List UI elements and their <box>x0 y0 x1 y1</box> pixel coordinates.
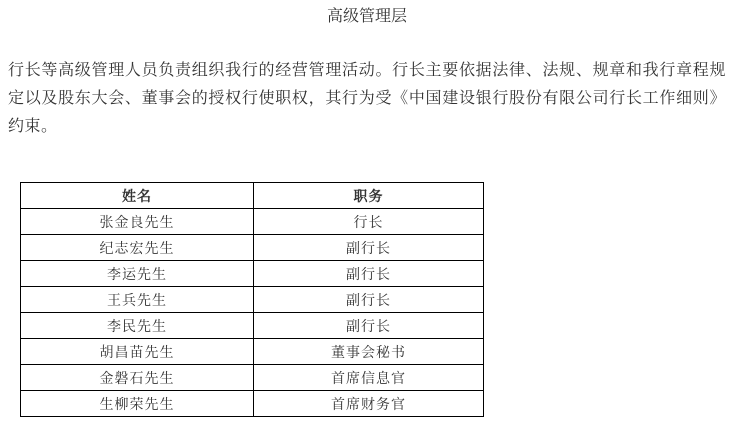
name-cell: 王兵先生 <box>21 287 254 313</box>
title-cell: 行长 <box>254 209 484 235</box>
intro-paragraph: 行长等高级管理人员负责组织我行的经营管理活动。行长主要依据法律、法规、规章和我行章程规定以及股东大会、董事会的授权行使职权，其行为受《中国建设银行股份有限公司行长工作细则》约束。 <box>8 62 726 135</box>
title-cell: 董事会秘书 <box>254 339 484 365</box>
name-cell: 李民先生 <box>21 313 254 339</box>
table-header-row <box>21 183 484 209</box>
table-row <box>21 313 484 339</box>
table-row <box>21 339 484 365</box>
table-header-title: 职务 <box>254 183 484 209</box>
name-cell: 胡昌苗先生 <box>21 339 254 365</box>
table-row <box>21 261 484 287</box>
management-table <box>20 182 484 417</box>
title-cell: 副行长 <box>254 287 484 313</box>
table-row <box>21 391 484 417</box>
table-header-name: 姓名 <box>21 183 254 209</box>
title-cell: 首席财务官 <box>254 391 484 417</box>
title-cell: 首席信息官 <box>254 365 484 391</box>
page-title: 高级管理层 <box>326 8 407 25</box>
table-row <box>21 235 484 261</box>
name-cell: 纪志宏先生 <box>21 235 254 261</box>
table-row <box>21 287 484 313</box>
title-cell: 副行长 <box>254 235 484 261</box>
name-cell: 金磐石先生 <box>21 365 254 391</box>
name-cell: 张金良先生 <box>21 209 254 235</box>
title-cell: 副行长 <box>254 261 484 287</box>
name-cell: 生柳荣先生 <box>21 391 254 417</box>
table-row <box>21 209 484 235</box>
title-cell: 副行长 <box>254 313 484 339</box>
table-row <box>21 365 484 391</box>
name-cell: 李运先生 <box>21 261 254 287</box>
